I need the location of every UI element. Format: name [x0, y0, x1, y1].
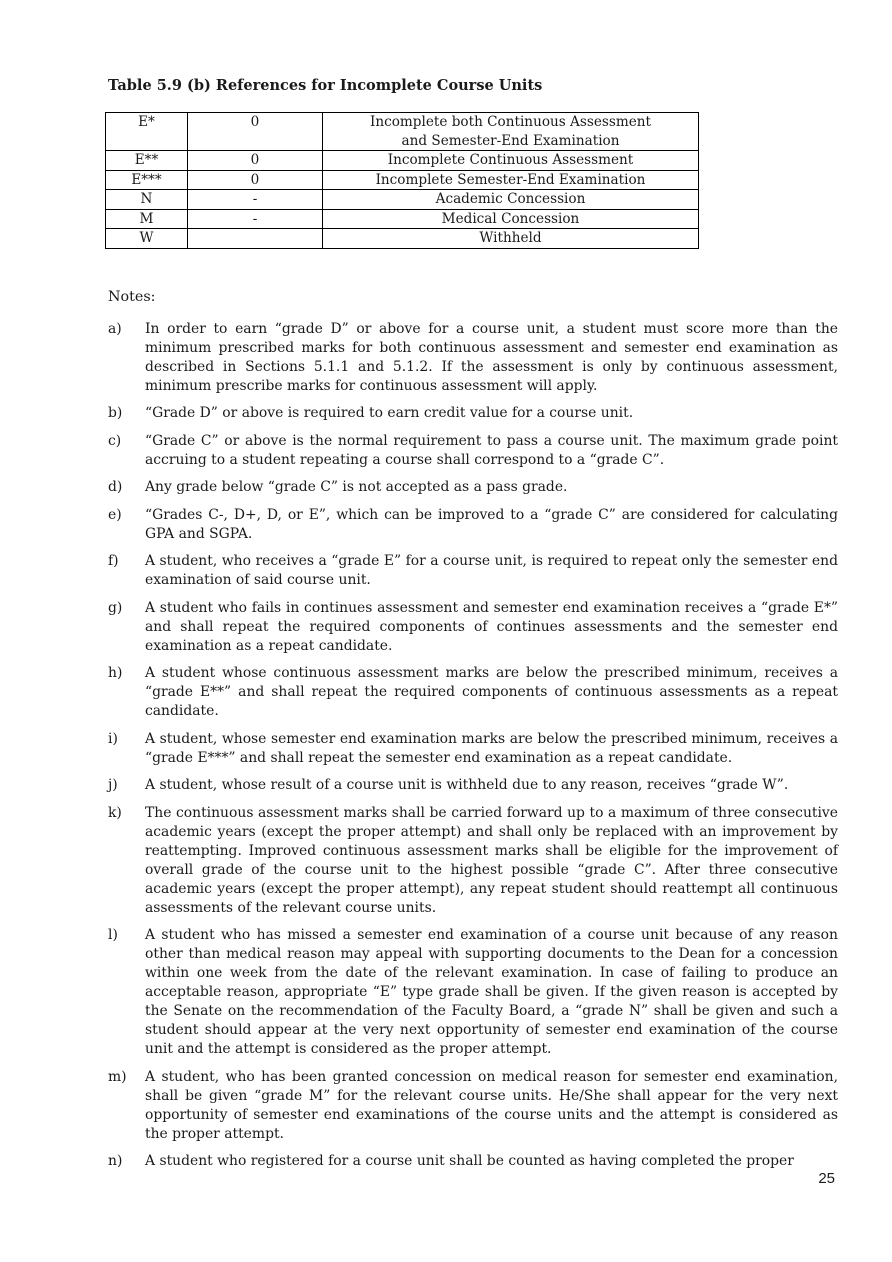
page-content	[108, 76, 838, 1180]
note-label: b)	[108, 405, 123, 421]
grade-cell: E***	[106, 170, 188, 190]
table-row	[106, 229, 699, 249]
note-label: k)	[108, 804, 122, 821]
note-item-n	[108, 1152, 838, 1171]
note-label: e)	[108, 506, 122, 523]
note-item-f	[108, 552, 838, 590]
description-cell	[323, 113, 699, 151]
note-label: l)	[108, 927, 118, 943]
description-text: Incomplete both Continuous Assessment and Semester-End Examination	[370, 114, 651, 149]
point-cell: -	[188, 209, 323, 229]
note-item-k	[108, 804, 838, 918]
note-label: i)	[108, 730, 118, 747]
note-label: j)	[108, 777, 118, 793]
point-cell: 0	[188, 170, 323, 190]
description-cell: Incomplete Semester-End Examination	[323, 170, 699, 190]
note-item-d	[108, 478, 838, 497]
note-text: “Grades C-, D+, D, or E”, which can be improved to a “grade C” are considered for calculating GPA and SGPA.	[145, 506, 838, 542]
page-number: 25	[818, 1170, 835, 1187]
note-label: h)	[108, 665, 123, 681]
note-item-a	[108, 320, 838, 396]
description-cell: Medical Concession	[323, 209, 699, 229]
note-text: A student, whose result of a course unit is withheld due to any reason, receives “grade W”.	[145, 777, 789, 793]
grade-cell: E*	[106, 113, 188, 151]
point-cell: 0	[188, 113, 323, 151]
note-item-l	[108, 926, 838, 1059]
table-caption: Table 5.9 (b) References for Incomplete Course Units	[108, 77, 543, 94]
table-row	[106, 113, 699, 151]
description-cell: Academic Concession	[323, 190, 699, 210]
grade-cell: E**	[106, 151, 188, 171]
note-label: m)	[108, 1068, 127, 1085]
note-text: A student, whose semester end examination marks are below the prescribed minimum, receives a “grade E***” and shall repeat the semester end examination as a repeat candidate.	[145, 730, 838, 766]
note-label: d)	[108, 479, 123, 495]
note-item-j	[108, 776, 838, 795]
note-text: “Grade D” or above is required to earn credit value for a course unit.	[145, 405, 634, 421]
description-cell: Incomplete Continuous Assessment	[323, 151, 699, 171]
note-item-i	[108, 730, 838, 768]
note-text: A student who has missed a semester end examination of a course unit because of any reason other than medical reason may appeal with supporting documents to the Dean for a concession within one week from the date of the relevant examination. In case of failing to produce an acceptable reason, appropriate “E” type grade shall be given. If the given reason is accepted by the Senate on the recommendation of the Faculty Board, a “grade N” shall be given and such a student should appear at the very next opportunity of semester end examination of the course unit and the attempt is considered as the proper attempt.	[145, 927, 838, 1057]
note-text: In order to earn “grade D” or above for a course unit, a student must score more than the minimum prescribed marks for both continuous assessment and semester end examination as described in Sections 5.1.1 and 5.1.2. If the assessment is only by continuous assessment, minimum prescribe marks for continuous assessment will apply.	[145, 320, 838, 394]
point-cell	[188, 229, 323, 249]
note-label: f)	[108, 553, 119, 569]
note-text: A student whose continuous assessment marks are below the prescribed minimum, receives a “grade E**” and shall repeat the required components of continuous assessments as a repeat candidate.	[145, 665, 838, 719]
table-row	[106, 209, 699, 229]
note-text: A student who registered for a course unit shall be counted as having completed the proper	[145, 1153, 794, 1169]
note-label: g)	[108, 599, 123, 616]
table-row	[106, 151, 699, 171]
note-text: The continuous assessment marks shall be carried forward up to a maximum of three consecutive academic years (except the proper attempt) and shall only be replaced with an improvement by reattempting. Improved continuous assessment marks shall be eligible for the improvement of overall grade of the course unit to the highest possible “grade C”. After three consecutive academic years (except the proper attempt), any repeat student should reattempt all continuous assessments of the relevant course units.	[145, 804, 838, 916]
table-row	[106, 170, 699, 190]
point-cell: 0	[188, 151, 323, 171]
note-item-c	[108, 432, 838, 470]
note-item-h	[108, 664, 838, 721]
note-label: a)	[108, 320, 122, 337]
incomplete-grades-table	[105, 112, 699, 249]
notes-heading: Notes:	[108, 288, 156, 305]
grade-cell: N	[106, 190, 188, 210]
note-item-e	[108, 506, 838, 544]
note-label: n)	[108, 1153, 123, 1169]
note-text: “Grade C” or above is the normal requirement to pass a course unit. The maximum grade point accruing to a student repeating a course shall correspond to a “grade C”.	[145, 432, 838, 468]
point-cell: -	[188, 190, 323, 210]
note-item-g	[108, 599, 838, 656]
note-text: A student who fails in continues assessment and semester end examination receives a “grade E*” and shall repeat the required components of continues assessments and the semester end examination as a repeat candidate.	[145, 599, 838, 654]
note-text: A student, who receives a “grade E” for a course unit, is required to repeat only the semester end examination of said course unit.	[145, 553, 838, 588]
description-cell: Withheld	[323, 229, 699, 249]
table-row	[106, 190, 699, 210]
note-item-b	[108, 404, 838, 423]
grade-cell: M	[106, 209, 188, 229]
note-label: c)	[108, 432, 122, 449]
note-item-m	[108, 1068, 838, 1144]
note-text: A student, who has been granted concession on medical reason for semester end examination, shall be given “grade M” for the relevant course units. He/She shall appear for the very next opportunity of semester end examinations of the course units and the attempt is considered as the proper attempt.	[145, 1068, 838, 1142]
grade-cell: W	[106, 229, 188, 249]
note-text: Any grade below “grade C” is not accepted as a pass grade.	[145, 479, 568, 495]
